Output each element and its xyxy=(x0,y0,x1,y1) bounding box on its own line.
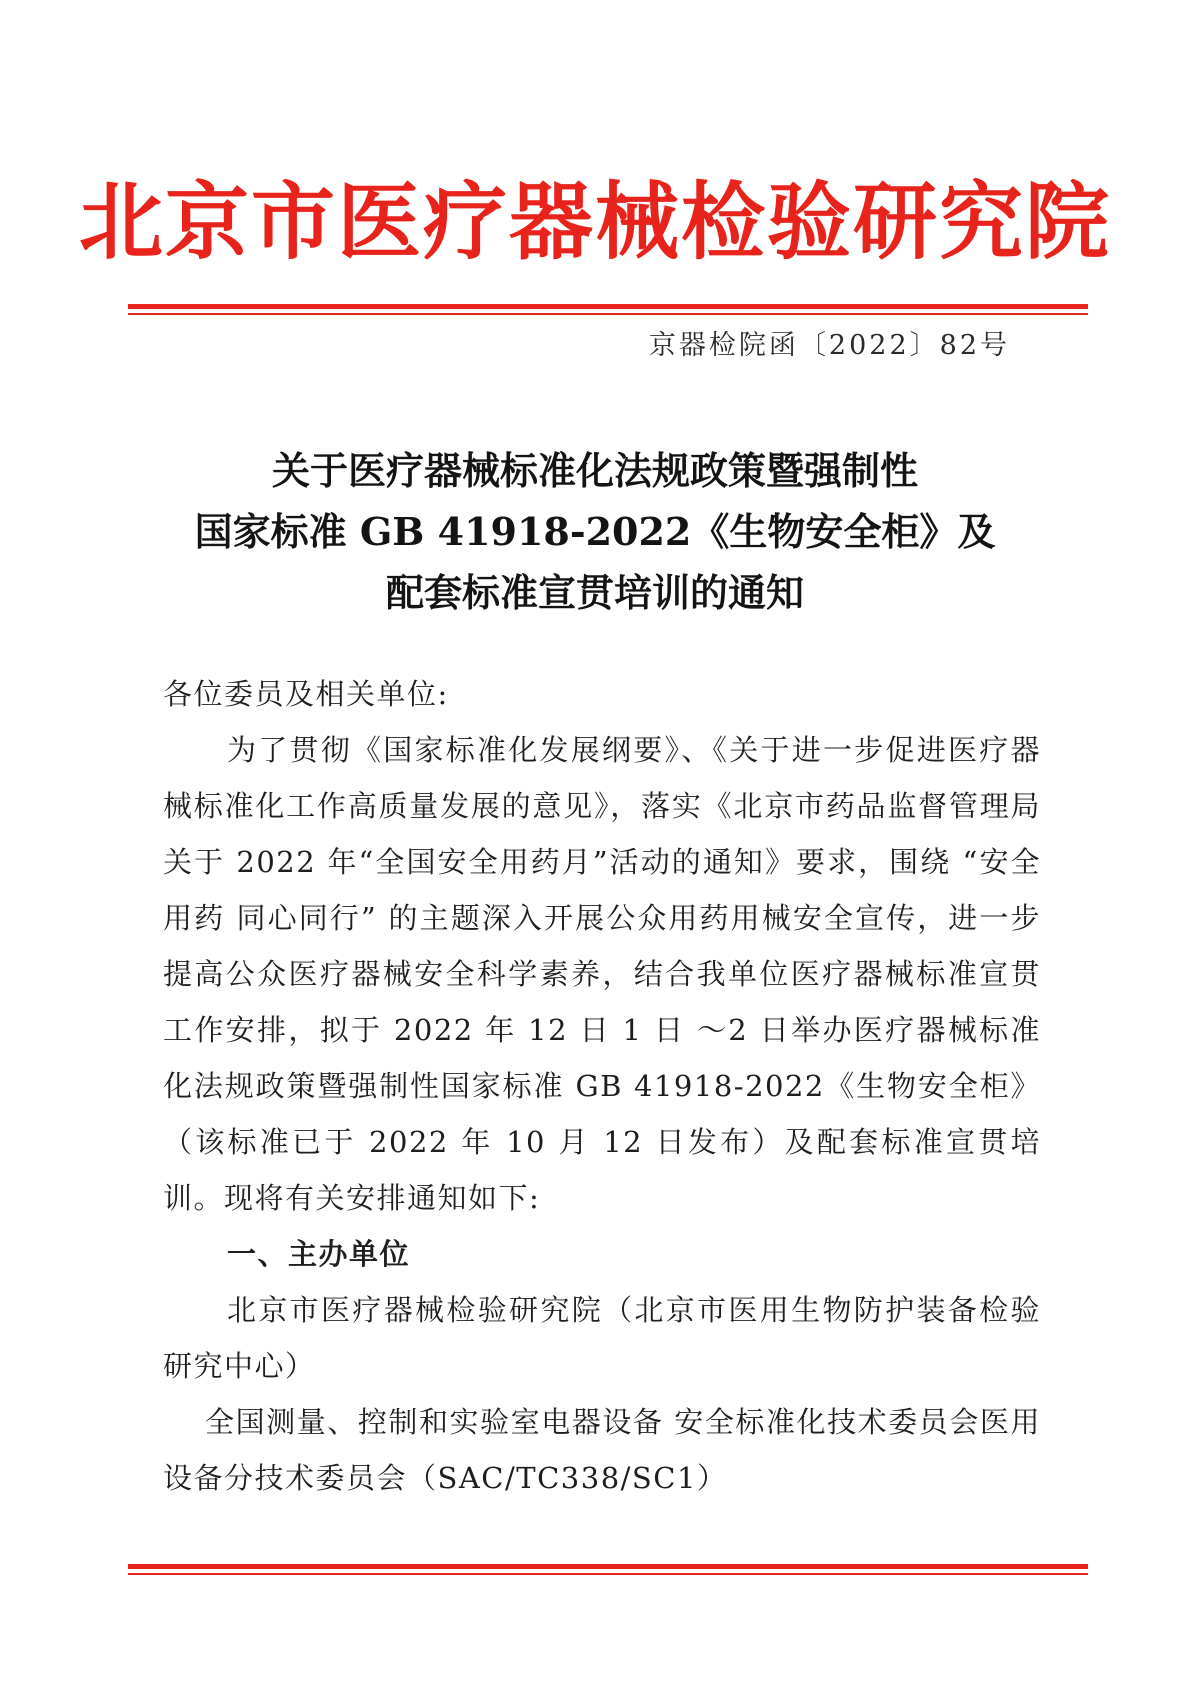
section-heading-organizer: 一、主办单位 xyxy=(227,1237,411,1271)
organizer-entry: 全国测量、控制和实验室电器设备 安全标准化技术委员会医用设备分技术委员会（SAC/TC338/SC1） xyxy=(163,1405,1041,1495)
title-line-2: 国家标准 GB 41918-2022《生物安全柜》及 xyxy=(194,509,996,554)
institution-masthead: 北京市医疗器械检验研究院 xyxy=(78,173,1111,271)
title-line-1: 关于医疗器械标准化法规政策暨强制性 xyxy=(271,448,918,493)
document-number: 京器检院函〔2022〕82号 xyxy=(648,330,1010,361)
document-title xyxy=(0,440,1190,623)
salutation: 各位委员及相关单位: xyxy=(163,677,449,711)
title-line-3: 配套标准宣贯培训的通知 xyxy=(385,570,804,615)
body-paragraph: 为了贯彻《国家标准化发展纲要》、《关于进一步促进医疗器械标准化工作高质量发展的意见》，落实《北京市药品监督管理局关于 2022 年“全国安全用药月”活动的通知》要求，围绕 “安全用药 同心同行” 的主题深入开展公众用药用械安全宣传，进一步提高公众医疗器械安全科学素养，结合我单位医疗器械标准宣贯工作安排，拟于 2022 年 12 日 1 日 ～2 日举办医疗器械标准化法规政策暨强制性国家标准 GB 41918-2022《生物安全柜》（该标准已于 2022 年 10 月 12 日发布）及配套标准宣贯培训。现将有关安排通知如下: xyxy=(163,733,1041,1215)
document-body xyxy=(163,666,1041,1506)
organizer-entry: 北京市医疗器械检验研究院（北京市医用生物防护装备检验研究中心） xyxy=(163,1293,1041,1383)
